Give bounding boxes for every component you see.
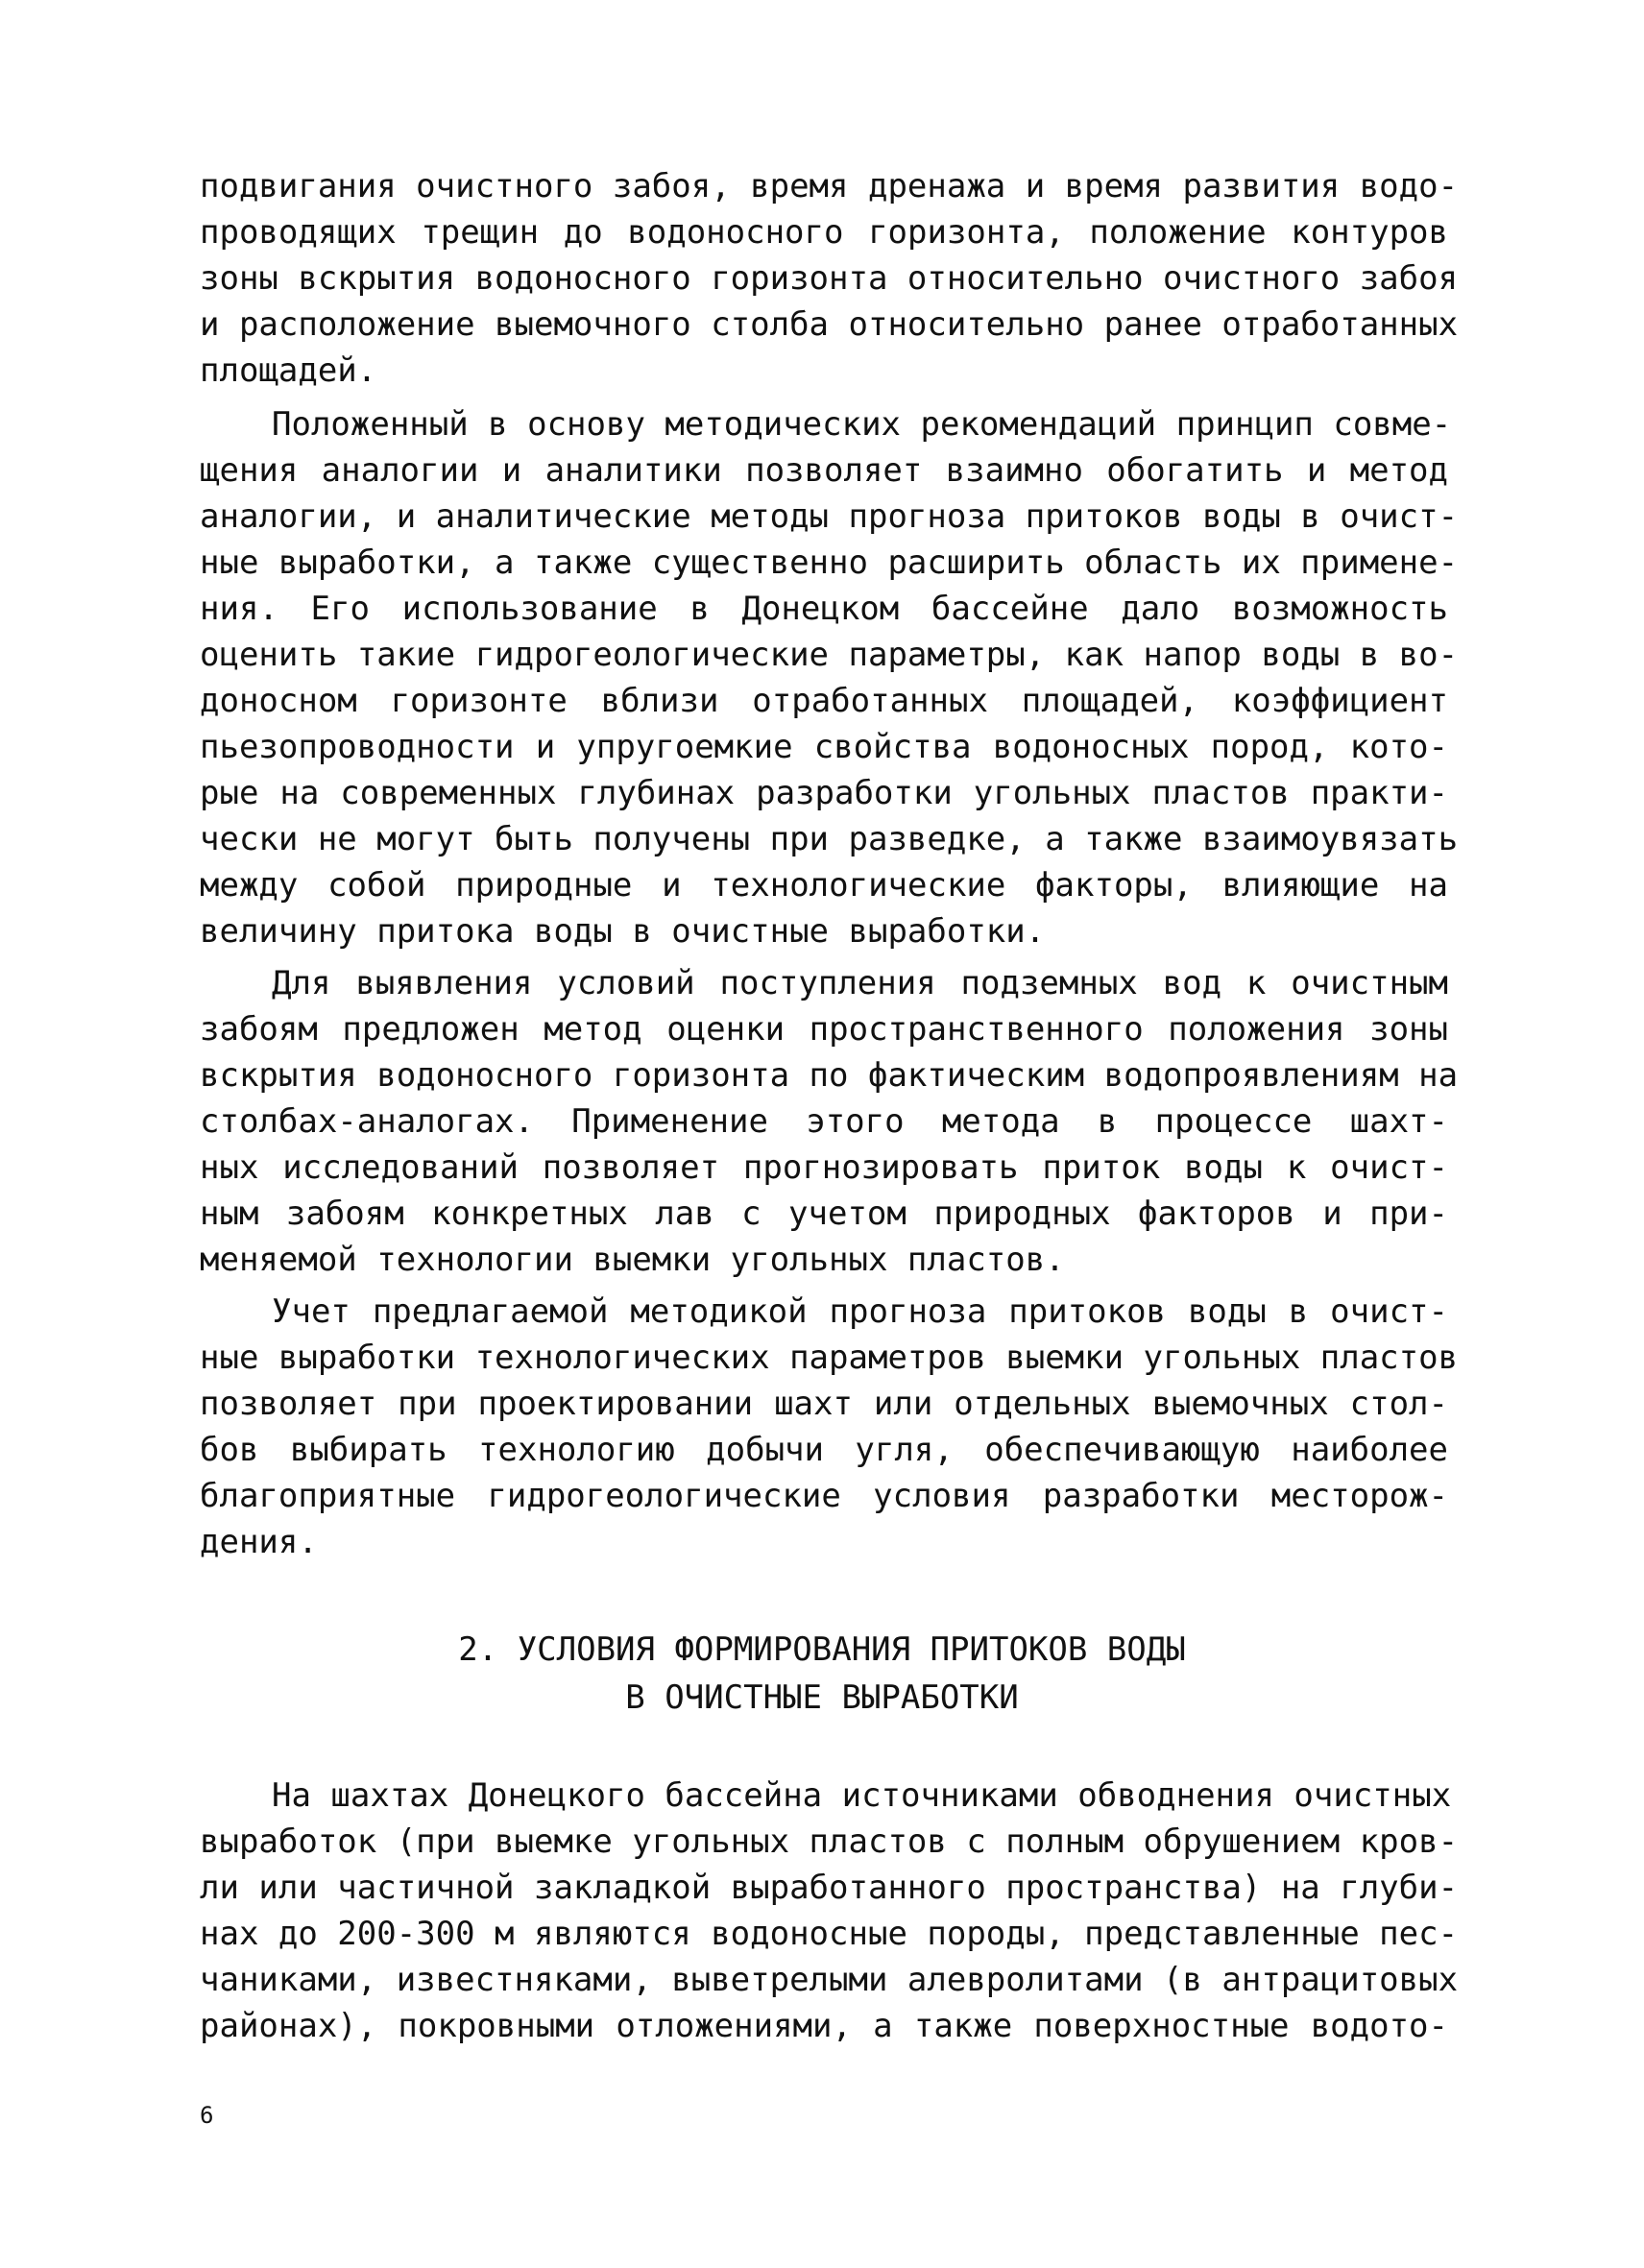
text-line: дения. (200, 1523, 318, 1561)
text-line: щения аналогии и аналитики позволяет взаимно обогатить и метод (200, 451, 1448, 490)
section-heading-line-2: В ОЧИСТНЫЕ ВЫРАБОТКИ (625, 1678, 1019, 1717)
page-number: 6 (200, 2102, 214, 2129)
text-line: чаниками, известняками, выветрелыми алевролитами (в антрацитовых (200, 1961, 1459, 1999)
text-line: рые на современных глубинах разработки угольных пластов практи- (200, 774, 1448, 812)
text-line: бов выбирать технологию добычи угля, обеспечивающую наиболее (200, 1431, 1448, 1469)
text-line: Положенный в основу методических рекомендаций принцип совме- (272, 405, 1452, 444)
text-line: и расположение выемочного столба относительно ранее отработанных (200, 305, 1459, 344)
text-line: чески не могут быть получены при разведке, а также взаимоувязать (200, 820, 1459, 858)
text-line: зоны вскрытия водоносного горизонта относительно очистного забоя (200, 259, 1459, 298)
text-line: подвигания очистного забоя, время дренажа и время развития водо- (200, 167, 1459, 205)
text-line: нах до 200-300 м являются водоносные породы, представленные пес- (200, 1915, 1459, 1953)
text-line: ные выработки, а также существенно расширить область их примене- (200, 543, 1459, 582)
section-heading-line-1: 2. УСЛОВИЯ ФОРМИРОВАНИЯ ПРИТОКОВ ВОДЫ (458, 1630, 1186, 1669)
text-line: районах), покровными отложениями, а также поверхностные водото- (200, 2007, 1448, 2045)
text-line: пьезопроводности и упругоемкие свойства водоносных пород, кото- (200, 728, 1448, 766)
text-line: ния. Его использование в Донецком бассейне дало возможность (200, 590, 1448, 628)
text-line: Для выявления условий поступления подземных вод к очистным (272, 964, 1448, 1002)
text-line: вскрытия водоносного горизонта по фактическим водопроявлениям на (200, 1056, 1459, 1095)
text-line: оценить такие гидрогеологические параметры, как напор воды в во- (200, 636, 1459, 674)
text-line: позволяет при проектировании шахт или отдельных выемочных стол- (200, 1385, 1448, 1423)
text-line: ные выработки технологических параметров выемки угольных пластов (200, 1339, 1459, 1377)
text-line: между собой природные и технологические факторы, влияющие на (200, 866, 1448, 905)
text-line: величину притока воды в очистные выработки. (200, 912, 1046, 951)
text-line: доносном горизонте вблизи отработанных площадей, коэффициент (200, 682, 1448, 720)
text-line: забоям предложен метод оценки пространственного положения зоны (200, 1010, 1448, 1049)
text-line: меняемой технологии выемки угольных пластов. (200, 1241, 1065, 1279)
text-line: площадей. (200, 351, 377, 390)
text-line: ли или частичной закладкой выработанного пространства) на глуби- (200, 1869, 1459, 1907)
text-line: аналогии, и аналитические методы прогноза притоков воды в очист- (200, 497, 1459, 536)
text-line: столбах-аналогах. Применение этого метода в процессе шахт- (200, 1102, 1448, 1141)
text-line: На шахтах Донецкого бассейна источниками обводнения очистных (272, 1776, 1452, 1815)
text-line: выработок (при выемке угольных пластов с полным обрушением кров- (200, 1822, 1459, 1861)
text-line: ным забоям конкретных лав с учетом природных факторов и при- (200, 1194, 1448, 1233)
text-line: проводящих трещин до водоносного горизонта, положение контуров (200, 213, 1448, 252)
text-line: Учет предлагаемой методикой прогноза притоков воды в очист- (272, 1292, 1448, 1331)
text-line: ных исследований позволяет прогнозировать приток воды к очист- (200, 1148, 1448, 1187)
text-line: благоприятные гидрогеологические условия разработки месторож- (200, 1477, 1448, 1515)
